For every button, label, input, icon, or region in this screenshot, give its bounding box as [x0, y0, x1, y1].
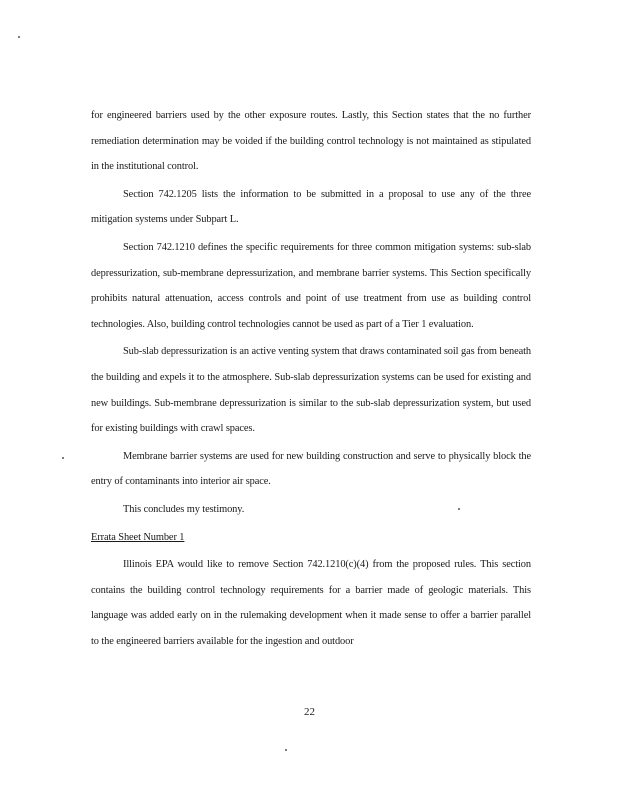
- paragraph-sub-slab: Sub-slab depressurization is an active venting system that draws contaminated soil gas from beneath the building and expels it to the atmosphere. Sub-slab depressurization systems can be used for existing and new buildings. Sub-membrane depressurization is similar to the sub-slab depressurization system, but used for existing buildings with crawl spaces.: [91, 346, 531, 435]
- paragraph-section-1210: Section 742.1210 defines the specific requirements for three common mitigation systems: sub-slab depressurization, sub-membrane depressurization, and membrane barrier systems. This Section specifically prohibits natural attenuation, access controls and point of use treatment from use as building control technologies. Also, building control technologies cannot be used as part of a Tier 1 evaluation.: [91, 241, 531, 330]
- paragraph-conclusion: This concludes my testimony.: [123, 503, 245, 515]
- paragraph-errata: Illinois EPA would like to remove Section 742.1210(c)(4) from the proposed rules. This section contains the building control technology requirements for a barrier made of geologic materials. This language was added early on in the rulemaking development when it made sense to offer a barrier parallel to the engineered barriers available for the ingestion and outdoor: [91, 559, 531, 647]
- scan-speck: [62, 457, 64, 459]
- errata-heading: Errata Sheet Number 1: [91, 531, 185, 543]
- paragraph-continuation: for engineered barriers used by the other exposure routes. Lastly, this Section states that the no further remediation determination may be voided if the building control technology is not maintained as stipulated in the institutional control.: [91, 110, 531, 173]
- page-number: 22: [304, 706, 315, 718]
- scan-speck: [285, 749, 287, 751]
- scan-speck: [458, 508, 460, 510]
- paragraph-membrane-barrier: Membrane barrier systems are used for new building construction and serve to physically block the entry of contaminants into interior air space.: [91, 450, 531, 488]
- body-text: [91, 103, 531, 656]
- paragraph-section-1205: Section 742.1205 lists the information to be submitted in a proposal to use any of the three mitigation systems under Subpart L.: [91, 188, 531, 226]
- scan-speck: [18, 36, 20, 38]
